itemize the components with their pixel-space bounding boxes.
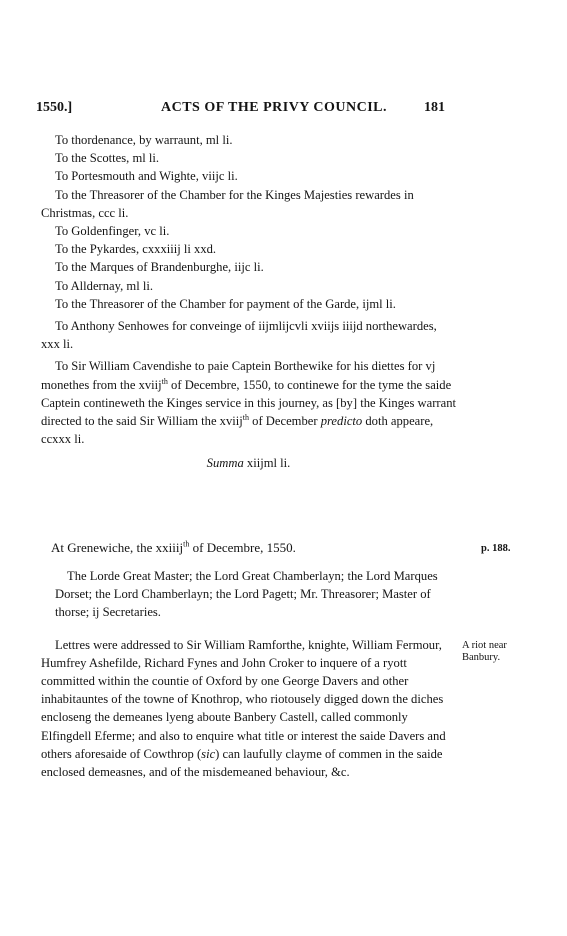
heading-text: At Grenewiche, the xxiiij xyxy=(51,540,184,555)
para-text: doth appeare, ccxxx li. xyxy=(41,414,434,447)
header-title: ACTS OF THE PRIVY COUNCIL. xyxy=(161,100,388,115)
meeting-heading xyxy=(41,539,456,557)
payment-entry: To the Scottes, ml li. xyxy=(55,151,160,166)
header-year: 1550.] xyxy=(36,100,73,115)
payment-entry: To Anthony Senhowes for conveinge of iijmlijcvli xviijs iiijd northewardes, xxx li. xyxy=(41,319,437,352)
payment-entry: To thordenance, by warraunt, ml li. xyxy=(55,133,233,147)
italic-word: predicto xyxy=(320,414,363,429)
summa-value: xiijml li. xyxy=(243,456,291,471)
superscript: th xyxy=(183,539,190,549)
heading-text: of Decembre, 1550. xyxy=(189,540,296,555)
payment-entry: To the Marques of Brandenburghe, iijc li. xyxy=(55,260,264,275)
para-text: Lettres were addressed to Sir William Ramforthe, knighte, William Fermour, Humfrey Ashefilde, Richard Fynes and John Croker to inquere of a ryott committed within the countie of Oxford by one George Davers and other inhabitauntes of the towne of Knothrop, who riotousely digged down the diches encloseng the demeanes lyeng aboute Banbery Castell, called commonly Elfingdell Eferme; and also to enquire what title or interest the saide Davers and others aforesaide of Cowthrop ( xyxy=(41,637,446,761)
page-number: 181 xyxy=(424,100,445,115)
meeting-section xyxy=(41,539,456,781)
para-text: To Sir William Cavendishe to paie Captein Borthewike for his diettes for vj monethes from the xviij xyxy=(41,359,436,392)
payment-entry: To the Threasorer of the Chamber for payment of the Garde, ijml li. xyxy=(55,296,396,311)
superscript: th xyxy=(242,412,250,422)
payment-entry: To the Threasorer of the Chamber for the Kinges Majesties rewardes in Christmas, ccc li. xyxy=(41,187,414,220)
side-note: A riot near Banbury. xyxy=(462,640,507,663)
payment-entry: To Goldenfinger, vc li. xyxy=(55,224,170,239)
letters-paragraph xyxy=(41,636,456,782)
italic-word: sic xyxy=(201,746,216,761)
payment-entry: To Alldernay, ml li. xyxy=(55,278,153,293)
cavendish-paragraph xyxy=(41,357,456,448)
para-text: of December xyxy=(249,414,321,429)
attendees-list: The Lorde Great Master; the Lord Great Chamberlayn; the Lord Marques Dorset; the Lord Chamberlayn; the Lord Pagett; Mr. Threasorer; Master of thorse; ij Secretaries. xyxy=(55,569,438,620)
payment-entry: To Portesmouth and Wighte, viijc li. xyxy=(55,169,238,184)
payments-section xyxy=(41,131,456,485)
para-text: ) can laufully clayme of commen in the saide enclosed demeasnes, and of the misdemeaned behaviour, &c. xyxy=(41,746,443,780)
payment-entry: To the Pykardes, cxxxiiij li xxd. xyxy=(55,242,217,257)
running-header xyxy=(36,100,456,120)
summa-total xyxy=(41,454,456,472)
superscript: th xyxy=(161,376,168,386)
page-reference: p. 188. xyxy=(481,543,511,554)
summa-label: Summa xyxy=(206,456,244,471)
para-text: of Decembre, 1550, to continewe for the tyme the saide Captein contineweth the Kinges service in this journey, as [by] the Kinges warrant directed to the said Sir William the xviij xyxy=(41,377,457,429)
